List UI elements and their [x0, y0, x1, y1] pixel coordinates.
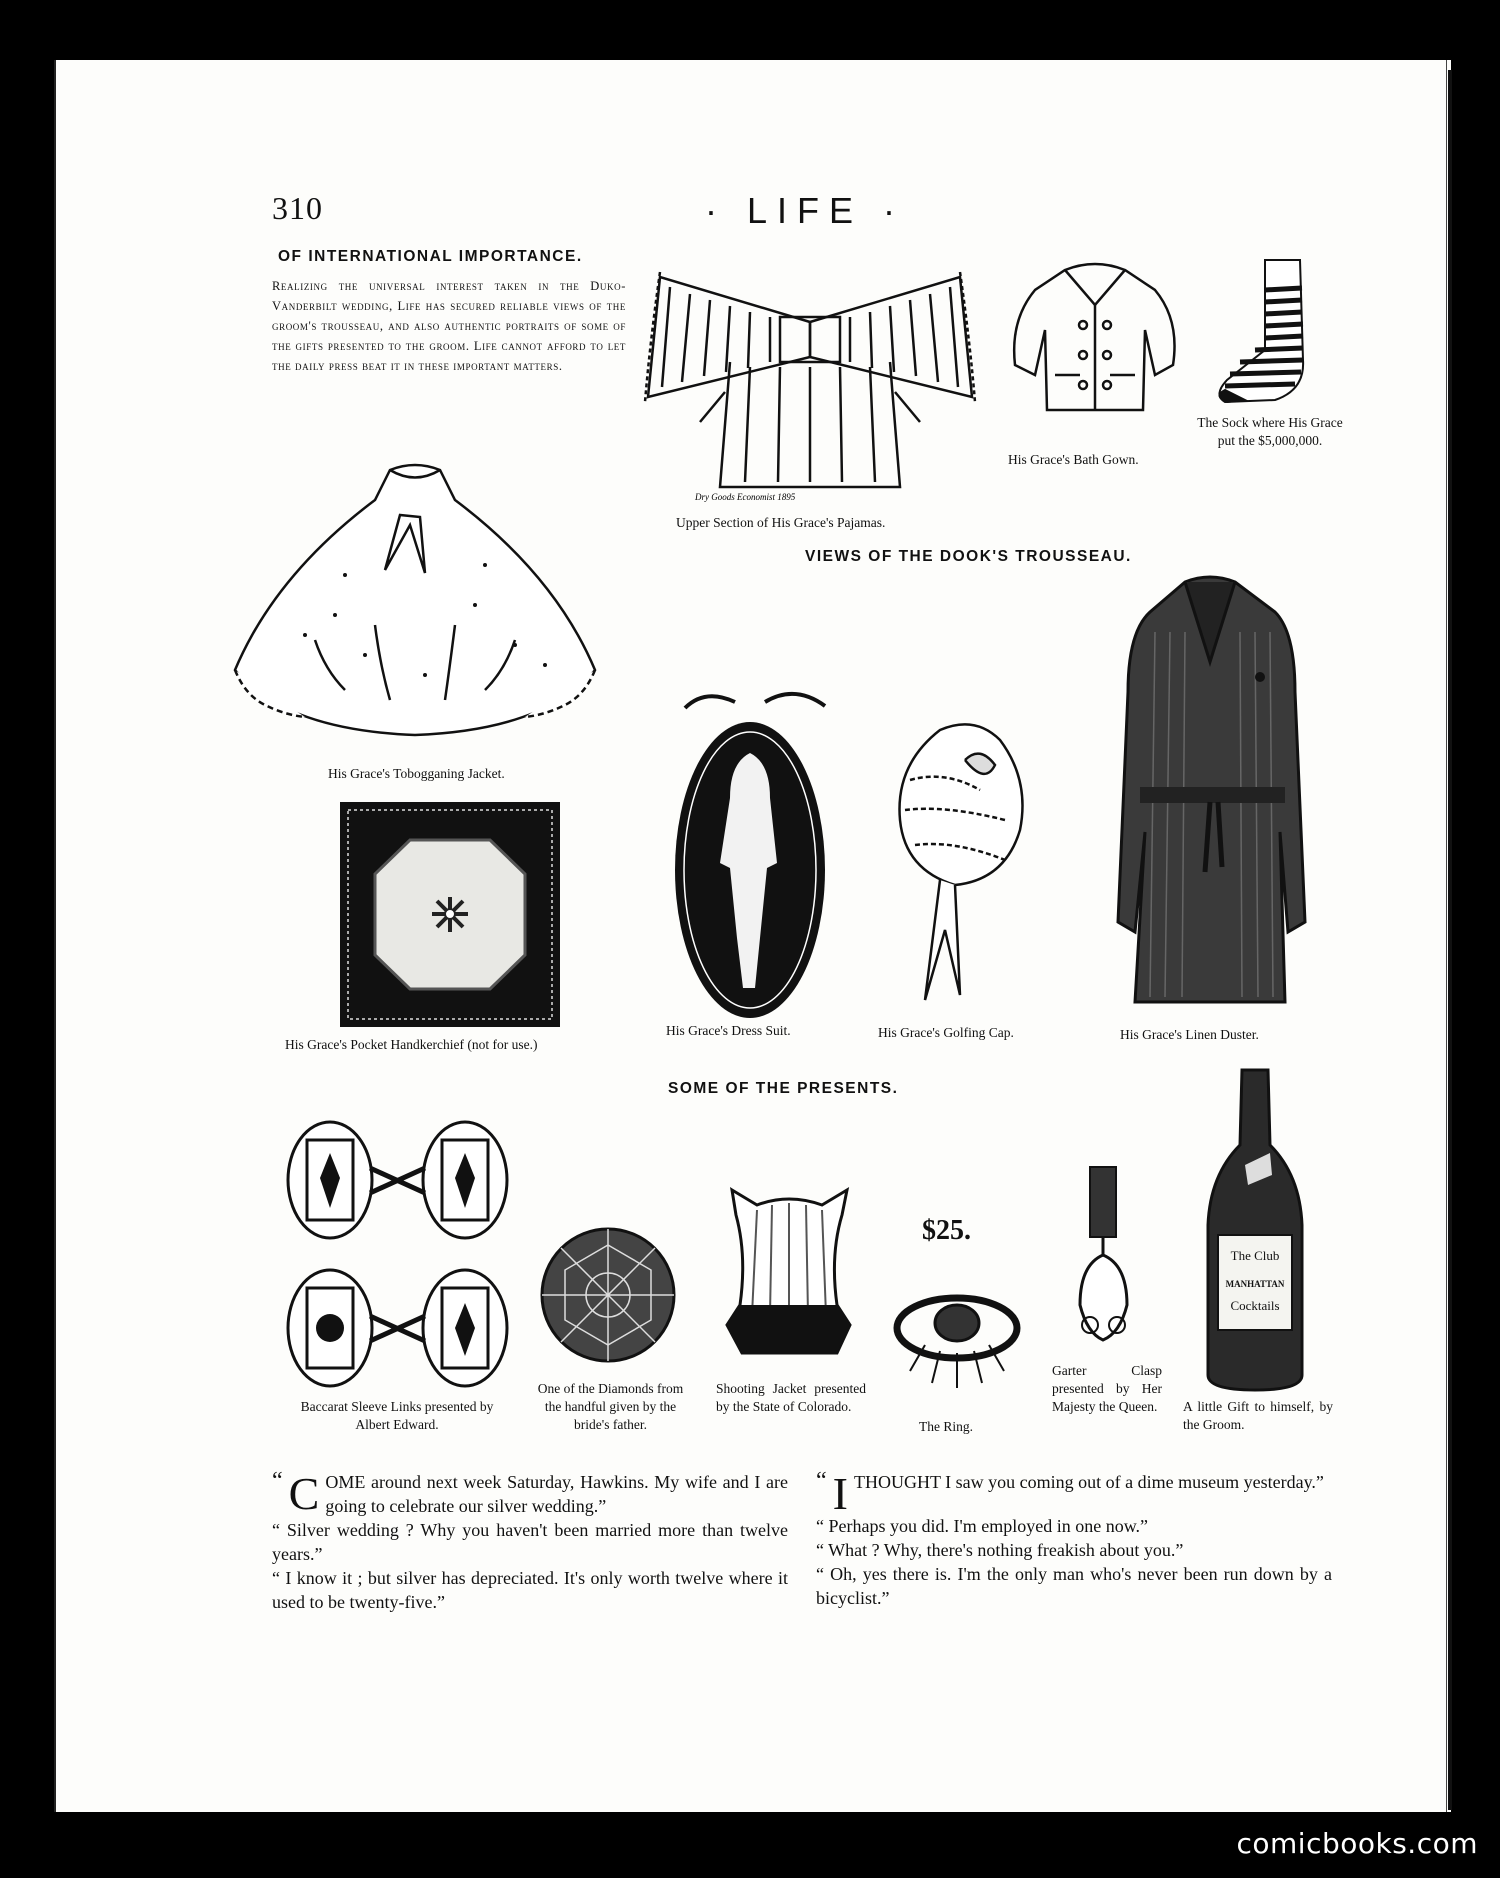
sock-caption: The Sock where His Grace put the $5,000,000.: [1197, 415, 1343, 448]
intro-text: Realizing the universal interest taken in the Duko-Vanderbilt wedding, Life has secured reliable views of the groom's trousseau, and also authentic portraits of some of the gifts presented to the groom. Life cannot afford to let the daily press beat it in these important matters.: [272, 279, 626, 373]
sock-illustration: [1205, 250, 1315, 410]
joke-left-drop-cap: C: [288, 1468, 320, 1519]
ring-caption: The Ring.: [919, 1419, 973, 1434]
bath-gown-illustration: [1005, 250, 1185, 420]
sleeve-links-caption: Baccarat Sleeve Links presented by Albert Edward.: [300, 1399, 494, 1432]
joke-right-line-2: “ Perhaps you did. I'm employed in one now.”: [816, 1516, 1149, 1536]
joke-silver-wedding: [272, 1470, 788, 1614]
page-binding-edge: [1446, 60, 1447, 1812]
bath-gown-caption: His Grace's Bath Gown.: [1008, 452, 1139, 467]
svg-text:Cocktails: Cocktails: [1230, 1298, 1280, 1313]
handkerchief-illustration: [340, 802, 560, 1027]
sleeve-links-illustration: [285, 1118, 510, 1390]
cocktail-bottle-illustration: [1200, 1065, 1310, 1393]
ring-illustration: [890, 1283, 1025, 1398]
bottle-label: The Club: [1230, 1248, 1280, 1263]
page-number: 310: [272, 190, 323, 226]
joke-right-open-quote: “: [816, 1468, 827, 1494]
pajamas-signature: Dry Goods Economist 1895: [695, 492, 796, 502]
pajamas-caption: Upper Section of His Grace's Pajamas.: [676, 515, 886, 530]
joke-left-line-3: “ I know it ; but silver has depreciated. It's only worth twelve where it used to be twenty-five.”: [272, 1568, 788, 1612]
bottle-caption: A little Gift to himself, by the Groom.: [1183, 1399, 1333, 1432]
garter-clasp-caption: Garter Clasp presented by Her Majesty the Queen.: [1052, 1363, 1162, 1414]
diamond-caption: One of the Diamonds from the handful given by the bride's father.: [537, 1381, 684, 1432]
site-watermark: comicbooks.com: [1236, 1827, 1478, 1860]
dress-suit-caption: His Grace's Dress Suit.: [666, 1023, 791, 1038]
joke-right-drop-cap: I: [832, 1468, 848, 1519]
garter-clasp-illustration: [1065, 1165, 1145, 1345]
pajamas-illustration: [640, 262, 980, 502]
joke-dime-museum: [816, 1470, 1332, 1610]
presents-heading: SOME OF THE PRESENTS.: [668, 1080, 899, 1097]
joke-right-line-4: “ Oh, yes there is. I'm the only man who's never been run down by a bicyclist.”: [816, 1564, 1332, 1608]
next-page-edge: [1448, 70, 1452, 1810]
shooting-jacket-illustration: [722, 1185, 857, 1360]
diamond-illustration: [538, 1225, 678, 1365]
joke-left-line-1: OME around next week Saturday, Hawkins. My wife and I are going to celebrate our silver wedding.”: [325, 1472, 788, 1516]
svg-text:MANHATTAN: MANHATTAN: [1225, 1279, 1285, 1289]
golfing-cap-caption: His Grace's Golfing Cap.: [878, 1025, 1014, 1040]
tobogganing-jacket-caption: His Grace's Tobogganing Jacket.: [328, 766, 505, 781]
intro-heading: OF INTERNATIONAL IMPORTANCE.: [278, 248, 583, 265]
linen-duster-caption: His Grace's Linen Duster.: [1120, 1027, 1259, 1042]
joke-left-open-quote: “: [272, 1468, 283, 1494]
joke-right-line-1: THOUGHT I saw you coming out of a dime museum yesterday.”: [853, 1472, 1324, 1492]
masthead: · LIFE ·: [705, 190, 906, 231]
shooting-jacket-caption: Shooting Jacket presented by the State of Colorado.: [716, 1381, 866, 1414]
ring-price: $25.: [922, 1215, 971, 1246]
dress-suit-illustration: [665, 688, 835, 1028]
golfing-cap-illustration: [885, 710, 1035, 1010]
linen-duster-illustration: [1110, 572, 1315, 1012]
tobogganing-jacket-illustration: [225, 455, 605, 755]
joke-left-line-2: “ Silver wedding ? Why you haven't been married more than twelve years.”: [272, 1520, 788, 1564]
trousseau-heading: VIEWS OF THE DOOK'S TROUSSEAU.: [805, 548, 1132, 565]
joke-right-line-3: “ What ? Why, there's nothing freakish about you.”: [816, 1540, 1184, 1560]
handkerchief-caption: His Grace's Pocket Handkerchief (not for use.): [285, 1037, 538, 1052]
